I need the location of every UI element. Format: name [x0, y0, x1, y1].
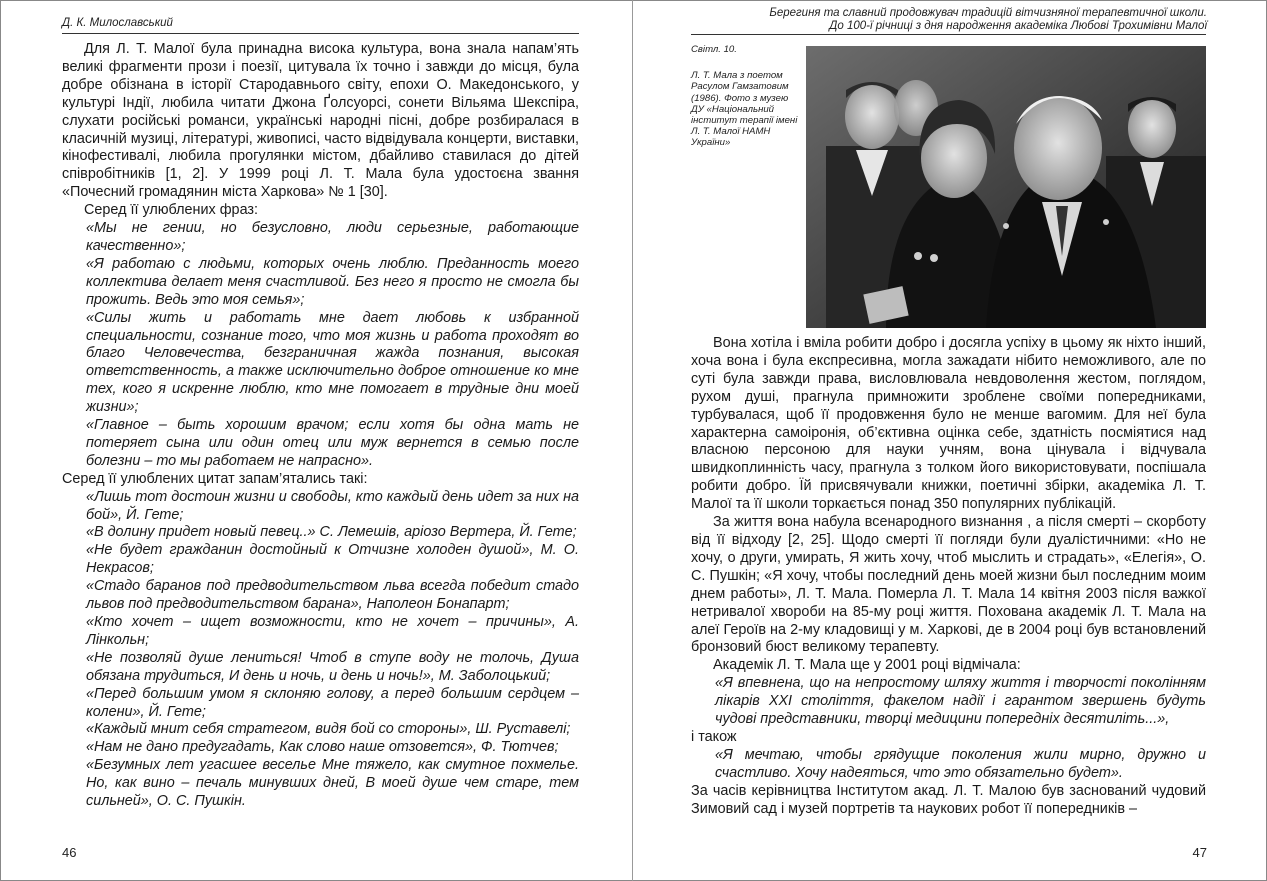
paragraph: Серед її улюблених цитат запам’ятались такі:	[62, 470, 368, 487]
quote: «Лишь тот достоин жизни и свободы, кто каждый день идет за них на бой», Й. Гете;	[86, 488, 579, 523]
right-page-body	[691, 335, 1206, 818]
quote: «Кто хочет – ищет возможности, кто не хочет – причины», А. Лінкольн;	[86, 614, 579, 648]
figure-caption-text: Л. Т. Мала з поетом Расулом Гамзатовим (1986). Фото з музею ДУ «Національний інститут терапії імені Л. Т. Малої НАМН України»	[691, 70, 798, 149]
left-page-body	[62, 41, 579, 811]
quote: «Силы жить и работать мне дает любовь к избранной специальности, сознание того, что моя жизнь и работа проходят во благо Человечества, безграничная жажда познания, высокая ответственность, а также исключительно доброе отношение ко мне тех, кого я искренне люблю, кто мне помогает в трудные дни моей жизни»;	[86, 309, 579, 416]
figure-caption	[691, 44, 799, 149]
running-header-right	[769, 7, 1207, 33]
paragraph: Серед її улюблених фраз:	[84, 202, 259, 219]
quote: «Я мечтаю, чтобы грядущие поколения жили мирно, дружно и счастливо. Хочу надеяться, что это обязательно будет».	[715, 746, 1206, 781]
quote: «Не позволяй душе лениться! Чтоб в ступе воду не толочь, Душа обязана трудиться, И день и ночь, и день и ночь!», М. Заболоцький;	[86, 649, 579, 684]
header-line: До 100-ї річниці з дня народження академіка Любові Трохимівни Малої	[829, 20, 1207, 32]
quote: «Безумных лет угасшее веселье Мне тяжело, как смутное похмелье. Но, как вино – печаль минувших дней, В моей душе чем старе, тем сильней», О. С. Пушкін.	[86, 757, 579, 810]
header-line: Берегиня та славний продовжувач традицій вітчизняної терапевтичної школи.	[769, 7, 1207, 19]
quote: «Я впевнена, що на непростому шляху життя і творчості поколінням лікарів XXI століття, факелом надії і гарантом звершень будуть чудові представники, творці медицини попередніх десятиліть...»,	[715, 675, 1206, 728]
page-number-left: 46	[62, 845, 77, 860]
quote: «Каждый мнит себя стратегом, видя бой со стороны», Ш. Руставелі;	[86, 721, 571, 738]
paragraph: Академік Л. Т. Мала ще у 2001 році відмічала:	[713, 657, 1021, 674]
right-page	[633, 0, 1267, 881]
paragraph: Вона хотіла і вміла робити добро і досягла успіху в цьому як ніхто інший, хоча вона і була експресивна, могла зажадати нібито неможливого, але по суті була завжди права, висловлювала невдоволення жестом, поглядом, рухом душі, прагнула примножити зроблене своїми попередниками, турбувалася, щоб її продовження було не менше вагомим. Для неї була характерна самоіронія, об’єктивна оцінка себе, здатність посміятися над власною персоною для науки учням, вона цінувала і відчувала швидкоплинність часу, прагнула з толком його використовувати, поспішала робити добро. Їй присвячували книжки, поетичні збірки, академіка Л. Т. Малої та її школи торкається понад 350 популярних публікацій.	[691, 335, 1206, 513]
quote: «Главное – быть хорошим врачом; если хотя бы одна мать не потеряет сына или один отец или муж вернется в семью после болезни – то мы работаем не напрасно».	[86, 417, 579, 469]
page-number-right: 47	[1192, 845, 1207, 860]
quote: «Стадо баранов под предводительством льва всегда победит стадо львов под предводительством барана», Наполеон Бонапарт;	[86, 578, 579, 613]
running-header-left: Д. К. Милославський	[62, 17, 173, 29]
header-rule-right	[691, 34, 1206, 35]
paragraph: і також	[691, 728, 737, 745]
header-rule-left	[62, 33, 579, 34]
photo-image	[806, 46, 1206, 328]
paragraph: За життя вона набула всенародного визнання , а після смерті – скорботу від її відходу [2, 25]. Щодо смерті її погляди були дуалістичними: «Но не хочу, о други, умирать, Я жить хочу, чтоб мыслить и страдать», «Елегія», О. С. Пушкін; «Я хочу, чтобы последний день моей жизни был последним моим днем работы», Л. Т. Мала. Померла Л. Т. Мала 14 квітня 2003 після важкої нетривалої хвороби на 85-му році життя. Похована академік Л. Т. Мала на алеї Героїв на 2-му кладовищі у м. Харкові, де в 2004 році був встановлений бронзовий бюст великому терапевту.	[691, 514, 1206, 656]
quote: «В долину придет новый певец..» С. Лемешів, аріозо Вертера, Й. Гете;	[86, 524, 577, 541]
paragraph: Для Л. Т. Малої була принадна висока культура, вона знала напам’ять великі фрагменти прози і поезії, цитувала їх точно і завжди до місця, була добре обізнана в історії Стародавнього світу, епохи О. Македонського, у культурі Індії, любила читати Джона Ґолсуорсі, сонети Вільяма Шекспіра, слухати російські романси, українські народні пісні, добре розбиралася в класичній музиці, літературі, живописі, часто відвідувала концерти, виставки, кінофестивалі, любила прогулянки містом, дбайливо ставилася до дітей співробітників [1, 2]. У 1999 році Л. Т. Мала була удостоєна звання «Почесний громадянин міста Харкова» № 1 [30].	[62, 41, 579, 201]
paragraph: За часів керівництва Інститутом акад. Л. Т. Малою був заснований чудовий Зимовий сад і музей портретів та наукових робот її попередників –	[691, 782, 1206, 817]
figure-number: Світл. 10.	[691, 44, 737, 55]
photo-figure	[806, 46, 1206, 328]
quote: «Перед большим умом я склоняю голову, а перед большим сердцем – колени», Й. Гете;	[86, 685, 579, 720]
quote: «Нам не дано предугадать, Как слово наше отзовется», Ф. Тютчев;	[86, 739, 559, 756]
quote: «Не будет гражданин достойный к Отчизне холоден душой», М. О. Некрасов;	[86, 542, 579, 577]
quote: «Я работаю с людьми, которых очень люблю. Преданность моего коллектива делает меня счастливой. Без него я просто не смогла бы прожить. Ведь это моя семья»;	[86, 255, 579, 308]
quote: «Мы не гении, но безусловно, люди серьезные, работающие качественно»;	[86, 220, 579, 254]
left-page	[0, 0, 632, 881]
